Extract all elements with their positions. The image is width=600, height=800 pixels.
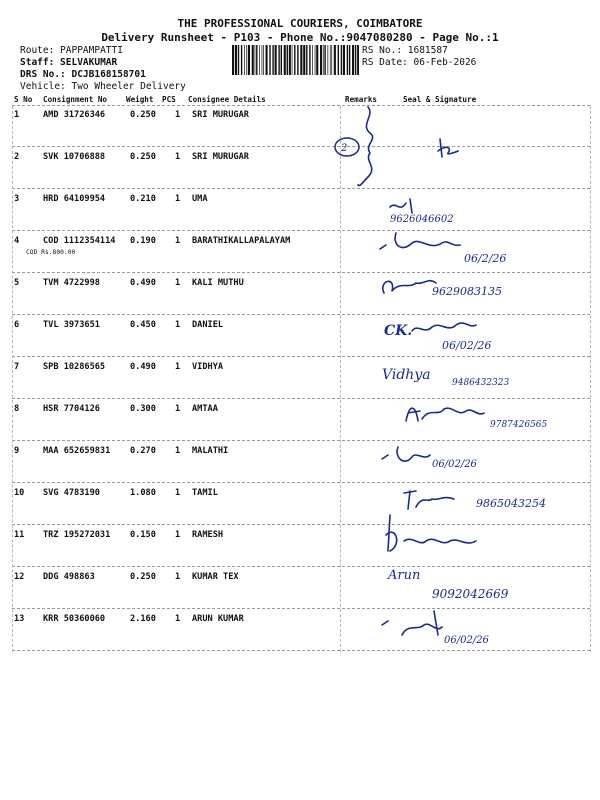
- row13-signature: [382, 611, 442, 635]
- cell-consignment: COD 1112354114: [43, 236, 116, 246]
- cell-pcs: 1: [175, 488, 181, 498]
- barcode-bar: [347, 45, 348, 75]
- row9-date: 06/02/26: [432, 459, 477, 470]
- row4-date: 06/2/26: [464, 252, 507, 265]
- cell-weight: 0.150: [130, 530, 156, 540]
- barcode-bar: [232, 45, 234, 75]
- runsheet-subtitle: Delivery Runsheet - P103 - Phone No.:9047080280 - Page No.:1: [101, 31, 499, 44]
- barcode-bar: [255, 45, 256, 75]
- row8-phone: 9787426565: [490, 420, 548, 430]
- barcode-bar: [309, 45, 310, 75]
- cell-pcs: 1: [175, 278, 181, 288]
- barcode-bar: [281, 45, 282, 75]
- rs-number: RS No.: 1681587: [362, 45, 448, 56]
- barcode-bar: [252, 45, 254, 75]
- cell-pcs: 1: [175, 614, 181, 624]
- cell-sno: 12: [14, 572, 25, 582]
- barcode-bar: [284, 45, 286, 75]
- cell-pcs: 1: [175, 572, 181, 582]
- cell-consignment: TVM 4722998: [43, 278, 100, 288]
- cell-weight: 0.250: [130, 572, 156, 582]
- cell-consignment: SVG 4783190: [43, 488, 100, 498]
- barcode-bar: [331, 45, 332, 75]
- barcode-bar: [312, 45, 313, 75]
- row6-date: 06/02/26: [442, 339, 492, 352]
- column-guide: [12, 106, 13, 652]
- cell-weight: 2.160: [130, 614, 156, 624]
- cell-weight: 1.080: [130, 488, 156, 498]
- cell-consignment: HRD 64109954: [43, 194, 106, 204]
- remark-scribble: [358, 107, 373, 186]
- barcode-bar: [323, 45, 324, 75]
- barcode-bar: [355, 45, 356, 75]
- barcode-bar: [292, 45, 293, 75]
- cell-consignee: RAMESH: [192, 530, 224, 540]
- cell-sno: 8: [14, 404, 20, 414]
- barcode-bar: [320, 45, 322, 75]
- cell-consignee: ARUN KUMAR: [192, 614, 244, 624]
- barcode-image: [232, 45, 359, 75]
- col-remarks: Remarks: [345, 95, 378, 104]
- drs-label: DRS No.: DCJB168158701: [20, 69, 146, 80]
- column-guide: [590, 106, 591, 652]
- barcode-bar: [235, 45, 237, 75]
- cell-consignment: DDG 498863: [43, 572, 95, 582]
- cell-pcs: 1: [175, 236, 181, 246]
- cell-consignee: VIDHYA: [192, 362, 224, 372]
- cell-pcs: 1: [175, 320, 181, 330]
- cell-weight: 0.250: [130, 152, 156, 162]
- barcode-bar: [303, 45, 305, 75]
- col-consignee: Consignee Details: [188, 95, 266, 104]
- barcode-bar: [238, 45, 239, 75]
- cell-consignee: SRI MURUGAR: [192, 110, 249, 120]
- cell-consignment: SPB 10286565: [43, 362, 106, 372]
- barcode-bar: [266, 45, 268, 75]
- cod-amount: COD Rs.800.00: [26, 249, 76, 256]
- cell-weight: 0.210: [130, 194, 156, 204]
- cell-weight: 0.270: [130, 446, 156, 456]
- barcode-bar: [297, 45, 298, 75]
- cell-consignment: KRR 50360060: [43, 614, 106, 624]
- barcode-bar: [349, 45, 350, 75]
- cell-sno: 5: [14, 278, 20, 288]
- barcode-bar: [324, 45, 325, 75]
- cell-weight: 0.490: [130, 362, 156, 372]
- cell-sno: 11: [14, 530, 25, 540]
- barcode-bar: [287, 45, 288, 75]
- row3-phone: 9626046602: [390, 214, 454, 225]
- col-consignment: Consignment No: [43, 95, 108, 104]
- cell-sno: 10: [14, 488, 25, 498]
- barcode-bar: [248, 45, 250, 75]
- barcode-bar: [289, 45, 291, 75]
- cell-consignment: TRZ 195272031: [43, 530, 111, 540]
- barcode-bar: [315, 45, 316, 75]
- barcode-bar: [306, 45, 307, 75]
- cell-sno: 7: [14, 362, 20, 372]
- cell-pcs: 1: [175, 446, 181, 456]
- row7-name: Vidhya: [382, 367, 431, 383]
- barcode-bar: [263, 45, 264, 75]
- row12-name: Arun: [388, 568, 421, 583]
- col-sno: S No: [14, 95, 33, 104]
- barcode-bar: [341, 45, 342, 75]
- cell-pcs: 1: [175, 404, 181, 414]
- col-weight: Weight: [126, 95, 154, 104]
- row5-phone: 9629083135: [432, 285, 502, 298]
- barcode-bar: [328, 45, 329, 75]
- row9-signature: [382, 447, 430, 461]
- row8-signature: [406, 408, 484, 421]
- row10-phone: 9865043254: [476, 497, 546, 510]
- row12-phone: 9092042669: [432, 587, 509, 601]
- barcode-bar: [269, 45, 270, 75]
- cell-consignment: HSR 7704126: [43, 404, 100, 414]
- handwritten-signatures: [320, 95, 590, 655]
- barcode-bar: [262, 45, 263, 75]
- cell-consignment: AMD 31726346: [43, 110, 106, 120]
- barcode-bar: [357, 45, 359, 75]
- cell-consignee: DANIEL: [192, 320, 224, 330]
- cell-consignee: SRI MURUGAR: [192, 152, 249, 162]
- barcode-bar: [316, 45, 318, 75]
- route-label: Route: PAPPAMPATTI: [20, 45, 123, 56]
- cell-sno: 9: [14, 446, 20, 456]
- row10-signature: [404, 491, 454, 509]
- barcode-bar: [352, 45, 354, 75]
- cell-weight: 0.190: [130, 236, 156, 246]
- cell-consignee: KALI MUTHU: [192, 278, 244, 288]
- cell-consignee: BARATHIKALLAPALAYAM: [192, 236, 291, 246]
- row7-phone: 9486432323: [452, 378, 510, 388]
- cell-sno: 1: [14, 110, 20, 120]
- cell-consignee: KUMAR TEX: [192, 572, 239, 582]
- cell-sno: 4: [14, 236, 20, 246]
- row3-signature: [390, 199, 412, 213]
- cell-pcs: 1: [175, 152, 181, 162]
- cell-sno: 6: [14, 320, 20, 330]
- barcode-bar: [300, 45, 302, 75]
- row6-name: CK.: [384, 323, 413, 339]
- company-title: THE PROFESSIONAL COURIERS, COIMBATORE: [177, 17, 423, 30]
- barcode-bar: [278, 45, 279, 75]
- barcode-bar: [246, 45, 247, 75]
- row11-signature: [386, 515, 476, 551]
- rs-date: RS Date: 06-Feb-2026: [362, 57, 477, 68]
- cell-sno: 2: [14, 152, 20, 162]
- cell-sno: 13: [14, 614, 25, 624]
- cell-consignment: MAA 652659831: [43, 446, 111, 456]
- cell-pcs: 1: [175, 194, 181, 204]
- cell-pcs: 1: [175, 362, 181, 372]
- cell-weight: 0.450: [130, 320, 156, 330]
- barcode-bar: [272, 45, 273, 75]
- barcode-bar: [338, 45, 339, 75]
- cell-weight: 0.250: [130, 110, 156, 120]
- cell-consignment: SVK 10706888: [43, 152, 106, 162]
- barcode-bar: [330, 45, 331, 75]
- barcode-bar: [259, 45, 260, 75]
- svg-text:2: 2: [341, 143, 348, 154]
- barcode-bar: [294, 45, 295, 75]
- row13-date: 06/02/26: [444, 635, 489, 646]
- staff-label: Staff: SELVAKUMAR: [20, 57, 118, 68]
- cell-sno: 3: [14, 194, 20, 204]
- cell-consignee: TAMIL: [192, 488, 218, 498]
- cell-consignee: MALATHI: [192, 446, 229, 456]
- row6-signature: [412, 323, 476, 331]
- barcode-bar: [334, 45, 336, 75]
- barcode-bar: [343, 45, 345, 75]
- cell-consignee: AMTAA: [192, 404, 218, 414]
- cell-consignee: UMA: [192, 194, 208, 204]
- col-pcs: PCS: [162, 95, 176, 104]
- cell-weight: 0.490: [130, 278, 156, 288]
- cell-pcs: 1: [175, 110, 181, 120]
- barcode-bar: [244, 45, 245, 75]
- col-signature: Seal & Signature: [403, 95, 477, 104]
- row4-signature: [380, 233, 460, 249]
- barcode-bar: [256, 45, 257, 75]
- row5-signature: [383, 281, 436, 293]
- barcode-bar: [275, 45, 277, 75]
- cell-weight: 0.300: [130, 404, 156, 414]
- vehicle-label: Vehicle: Two Wheeler Delivery: [20, 81, 186, 92]
- row2-signature: [438, 139, 458, 157]
- barcode-bar: [241, 45, 242, 75]
- cell-pcs: 1: [175, 530, 181, 540]
- cell-consignment: TVL 3973651: [43, 320, 100, 330]
